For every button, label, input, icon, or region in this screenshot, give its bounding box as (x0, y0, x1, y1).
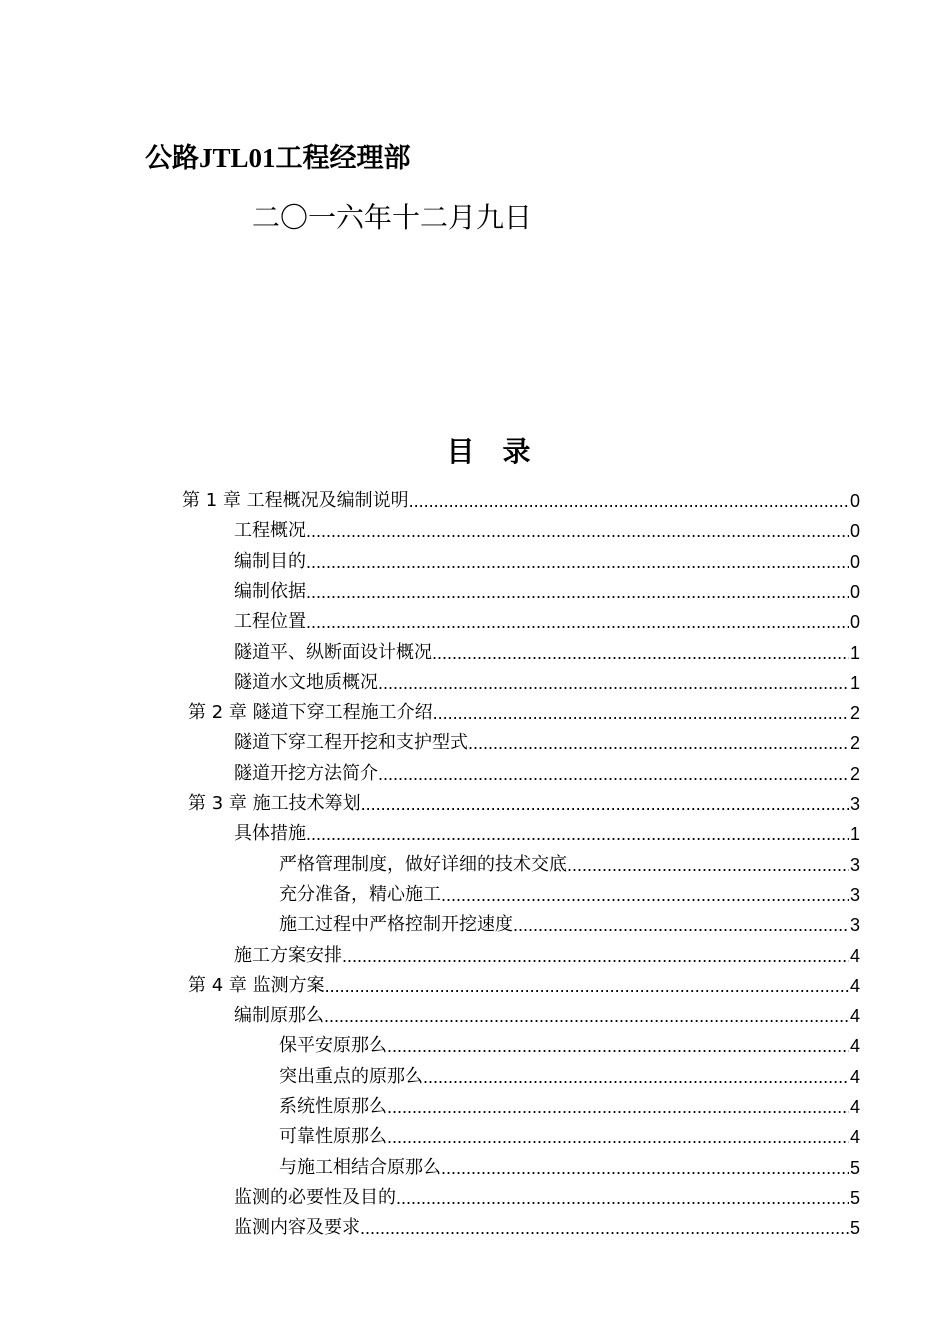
toc-entry-page: 4 (849, 1127, 860, 1148)
toc-title: 目录 (446, 435, 559, 468)
toc-entry-label: 工程概况 (234, 520, 306, 542)
toc-leader-dots (306, 823, 849, 845)
toc-leader-dots (361, 793, 849, 815)
toc-leader-dots (378, 672, 849, 694)
toc-entry[interactable] (279, 1058, 860, 1088)
toc-entry-label: 隧道开挖方法简介 (234, 762, 378, 784)
toc-entry-page: 4 (849, 1097, 860, 1117)
toc-entry-label: 系统性原那么 (279, 1096, 387, 1117)
toc-leader-dots (306, 520, 849, 542)
toc-entry-page: 5 (849, 1218, 860, 1239)
toc-entry-page: 2 (849, 733, 860, 754)
toc-entry-page: 4 (849, 1006, 860, 1027)
toc-entry-label: 工程位置 (234, 611, 306, 633)
document-date: 二〇一六年十二月九日 (252, 201, 533, 234)
toc-entry-page: 0 (849, 491, 860, 511)
toc-leader-dots (306, 581, 849, 603)
toc-entry[interactable] (234, 573, 860, 603)
toc-entry[interactable] (234, 937, 860, 967)
toc-entry-page: 3 (849, 794, 860, 814)
toc-entry[interactable] (279, 876, 860, 906)
toc-entry[interactable] (182, 482, 860, 512)
toc-entry[interactable] (234, 724, 860, 754)
toc-entry-label: 施工过程中严格控制开挖速度 (279, 914, 513, 936)
toc-leader-dots (325, 975, 849, 997)
toc-entry-label: 隧道水文地质概况 (234, 671, 378, 693)
toc-entry-page: 1 (849, 672, 860, 693)
toc-entry-label: 施工方案安排 (234, 944, 342, 966)
toc-entry-page: 4 (849, 975, 860, 996)
toc-entry-page: 4 (849, 1036, 860, 1057)
toc-leader-dots (513, 914, 849, 936)
toc-leader-dots (324, 1005, 849, 1027)
toc-leader-dots (342, 945, 849, 967)
toc-entry-label: 第 3 章 施工技术筹划 (188, 793, 361, 814)
toc-entry-label: 隧道下穿工程开挖和支护型式 (234, 732, 468, 754)
toc-leader-dots (387, 1035, 849, 1057)
toc-entry-page: 5 (849, 1157, 860, 1178)
toc-entry-page: 0 (849, 581, 860, 602)
toc-entry[interactable] (234, 543, 860, 573)
toc-entry-page: 4 (849, 945, 860, 966)
toc-leader-dots (432, 642, 849, 664)
toc-entry-page: 1 (849, 642, 860, 663)
toc-entry-label: 编制依据 (234, 580, 306, 602)
toc-leader-dots (387, 1126, 849, 1148)
toc-entry[interactable] (234, 634, 860, 664)
toc-entry[interactable] (234, 755, 860, 785)
toc-leader-dots (409, 490, 849, 512)
toc-leader-dots (468, 732, 849, 754)
toc-leader-dots (306, 611, 849, 633)
toc-entry[interactable] (188, 785, 860, 815)
toc-entry-page: 3 (849, 884, 860, 905)
toc-entry-label: 第 2 章 隧道下穿工程施工介绍 (188, 702, 433, 724)
toc-entry-page: 3 (849, 915, 860, 936)
toc-entry[interactable] (234, 1209, 860, 1239)
toc-entry-label: 编制原那么 (234, 1005, 324, 1027)
toc-leader-dots (387, 1096, 849, 1118)
toc-entry[interactable] (234, 1179, 860, 1209)
toc-entry-label: 编制目的 (234, 550, 306, 572)
toc-entry-label: 具体措施 (234, 823, 306, 845)
toc-entry[interactable] (279, 1118, 860, 1148)
toc-leader-dots (567, 854, 849, 876)
toc-entry-label: 与施工相结合原那么 (279, 1156, 441, 1178)
toc-entry[interactable] (234, 512, 860, 542)
toc-entry-page: 5 (849, 1187, 860, 1208)
toc-entry-page: 4 (849, 1066, 860, 1087)
toc-leader-dots (423, 1066, 849, 1088)
toc-entry-page: 0 (849, 521, 860, 542)
toc-leader-dots (433, 702, 849, 724)
toc-leader-dots (360, 1217, 849, 1239)
toc-entry[interactable] (279, 906, 860, 936)
toc-entry[interactable] (279, 1088, 860, 1118)
toc-entry-label: 突出重点的原那么 (279, 1065, 423, 1087)
toc-entry[interactable] (234, 815, 860, 845)
toc-leader-dots (441, 884, 849, 906)
toc-entry-label: 监测的必要性及目的 (234, 1186, 396, 1208)
toc-entry-label: 保平安原那么 (279, 1035, 387, 1057)
toc-entry-label: 隧道平、纵断面设计概况 (234, 641, 432, 663)
toc-entry[interactable] (279, 1027, 860, 1057)
toc-entry[interactable] (188, 694, 860, 724)
toc-entry[interactable] (279, 846, 860, 876)
toc-entry[interactable] (234, 603, 860, 633)
toc-entry-label: 充分准备，精心施工 (279, 883, 441, 905)
toc-entry[interactable] (279, 1149, 860, 1179)
organization-name: 公路JTL01工程经理部 (145, 143, 411, 173)
toc-entry-label: 监测内容及要求 (234, 1217, 360, 1239)
toc-entry-page: 2 (849, 703, 860, 724)
toc-entry-label: 第 1 章 工程概况及编制说明 (182, 490, 409, 511)
toc-entry[interactable] (234, 664, 860, 694)
toc-entry-page: 2 (849, 763, 860, 784)
toc-leader-dots (306, 551, 849, 573)
toc-entry[interactable] (234, 997, 860, 1027)
toc-entry-label: 严格管理制度，做好详细的技术交底 (279, 853, 567, 875)
toc-entry-page: 0 (849, 551, 860, 572)
toc-entry-page: 0 (849, 612, 860, 633)
toc-entry-label: 可靠性原那么 (279, 1126, 387, 1148)
toc-entry-page: 1 (849, 824, 860, 845)
toc-entry-label: 第 4 章 监测方案 (188, 974, 325, 996)
toc-entry[interactable] (188, 967, 860, 997)
toc-entry-page: 3 (849, 854, 860, 875)
toc-leader-dots (378, 763, 849, 785)
toc-leader-dots (396, 1187, 849, 1209)
toc-leader-dots (441, 1157, 849, 1179)
